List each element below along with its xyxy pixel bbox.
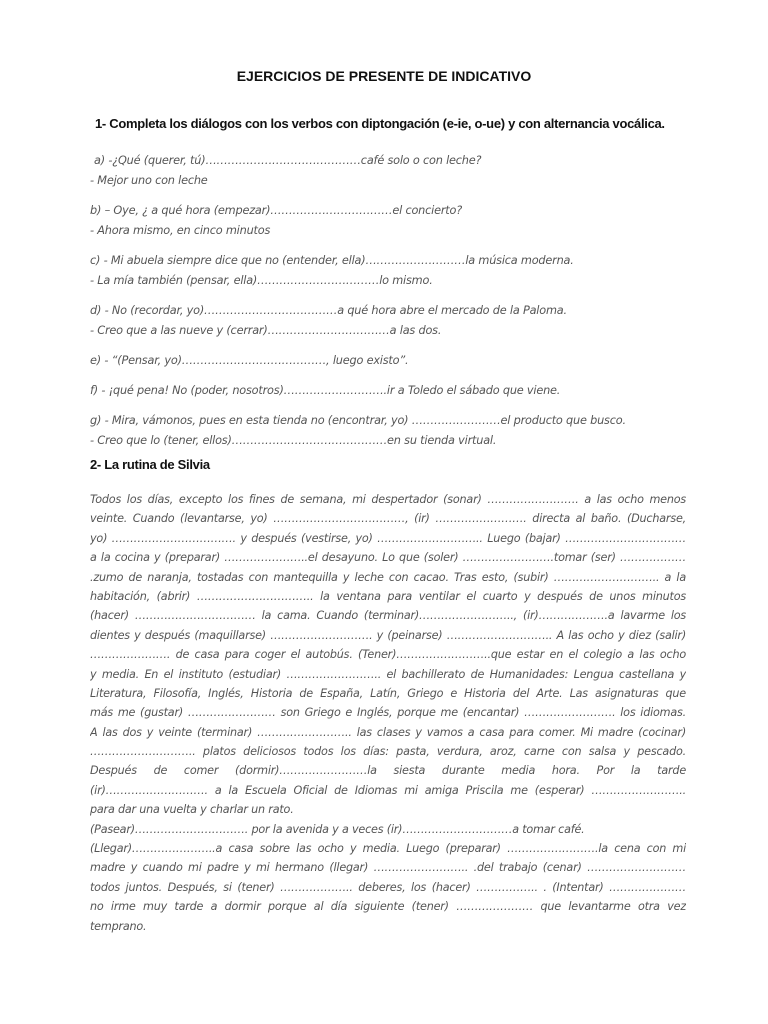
story-line: ……………………….. platos deliciosos todos los días: pasta, verdura, aroz, carne con salsa y pescado.: [90, 745, 686, 759]
exercise-line: - Creo que lo (tener, ellos)……………………………………en su tienda virtual.: [90, 434, 497, 447]
section-2-heading: 2- La rutina de Silvia: [90, 457, 210, 472]
exercise-line: - Ahora mismo, en cinco minutos: [90, 224, 271, 237]
story-line: (hacer) …………………………… la cama. Cuando (terminar)…………………….., (ir)……………….a lavarme los: [90, 609, 686, 623]
exercise-line: f) - ¡qué pena! No (poder, nosotros)……………………….ir a Toledo el sábado que viene.: [90, 384, 561, 397]
story-line: dientes y después (maquillarse) ………………………. y (peinarse) ……………………….. A las ocho y diez (salir): [90, 628, 686, 642]
story-line: (Pasear)…………………………. por la avenida y a veces (ir)…………………………a tomar café.: [90, 822, 585, 836]
exercise-line: - Creo que a las nueve y (cerrar)……………………………a las dos.: [90, 324, 442, 337]
story-line: todos juntos. Después, si (tener) ……………….. deberes, los (hacer) …………….. . (Intentar) …………………: [90, 880, 686, 894]
section-1-exercises: [90, 151, 690, 461]
story-line: (Llegar)…………………..a casa sobre las ocho y media. Luego (preparar) …………………….la cena con mi: [90, 842, 686, 856]
exercise-c: [90, 251, 690, 291]
story-line: para dar una vuelta y charlar un rato.: [90, 803, 294, 817]
story-line: yo) ……………………………. y después (vestirse, yo) ……………………….. Luego (bajar) ……………………………: [90, 531, 686, 545]
story-line: (ir)………………………. a la Escuela Oficial de Idiomas mi amiga Priscila me (esperar) ……………………..: [90, 783, 686, 797]
story-line: no irme muy tarde a dormir porque al día siguiente (tener) ………………… que levantarme otra vez: [90, 900, 686, 914]
story-line: A las dos y veinte (terminar) …………………….. las clases y vamos a casa para comer. Mi madre (cocinar): [90, 725, 686, 739]
story-line: Después de comer (dormir)……………………la siesta durante media hora. Por la tarde: [90, 764, 686, 778]
story-line: …………………. de casa para coger el autobús. (Tener)……………………..que estar en el colegio a las ocho: [90, 648, 686, 662]
section-2-story: [90, 490, 686, 936]
exercise-e: [90, 351, 690, 371]
exercise-a: [90, 151, 690, 191]
story-line: más me (gustar) …………………… son Griego e Inglés, porque me (encantar) ……………………. los idiomas.: [90, 706, 686, 720]
section-1-heading: 1- Completa los diálogos con los verbos con diptongación (e-ie, o-ue) y con alternancia vocálica.: [95, 116, 665, 131]
story-line: a la cocina y (preparar) …………………..el desayuno. Lo que (soler) …………………….tomar (ser) ………………: [90, 551, 686, 565]
exercise-line: - Mejor uno con leche: [90, 174, 208, 187]
story-line: madre y cuando mi padre y mi hermano (llegar) …………………….. .del trabajo (cenar) ………………………: [90, 861, 686, 875]
story-line: veinte. Cuando (levantarse, yo) ………………………………, (ir) ……………………. directa al baño. (Ducharse,: [90, 512, 686, 526]
exercise-line: a) -¿Qué (querer, tú)……………………………………café solo o con leche?: [94, 154, 482, 167]
story-line: .zumo de naranja, tostadas con mantequilla y leche con cacao. Tras esto, (subir) ……………………….. a la: [90, 570, 686, 584]
page-title: EJERCICIOS DE PRESENTE DE INDICATIVO: [236, 68, 532, 84]
exercise-line: d) - No (recordar, yo)………………………………a qué hora abre el mercado de la Paloma.: [90, 304, 567, 317]
exercise-line: c) - Mi abuela siempre dice que no (entender, ella)………………………la música moderna.: [90, 254, 574, 267]
exercise-line: - La mía también (pensar, ella)……………………………lo mismo.: [90, 274, 433, 287]
story-line: habitación, (abrir) ………………………….. la ventana para ventilar el cuarto y después de unos minutos: [90, 589, 686, 603]
story-line: Todos los días, excepto los fines de semana, mi despertador (sonar) ……………………. a las ocho menos: [90, 493, 686, 506]
exercise-g: [90, 411, 690, 451]
exercise-b: [90, 201, 690, 241]
story-line: y media. En el instituto (estudiar) …………………….. el bachillerato de Humanidades: Lengua castellana y: [90, 667, 686, 681]
exercise-line: b) – Oye, ¿ a qué hora (empezar)……………………………el concierto?: [90, 204, 463, 217]
exercise-f: [90, 381, 690, 401]
exercise-line: e) - “(Pensar, yo)…………………………………, luego existo”.: [90, 354, 409, 367]
exercise-line: g) - Mira, vámonos, pues en esta tienda no (encontrar, yo) ……………………el producto que busco.: [90, 414, 626, 427]
story-line: temprano.: [90, 919, 147, 933]
story-line: Literatura, Filosofía, Inglés, Historia de España, Latín, Griego e Historia del Arte. Las asignaturas que: [90, 686, 686, 700]
exercise-d: [90, 301, 690, 341]
